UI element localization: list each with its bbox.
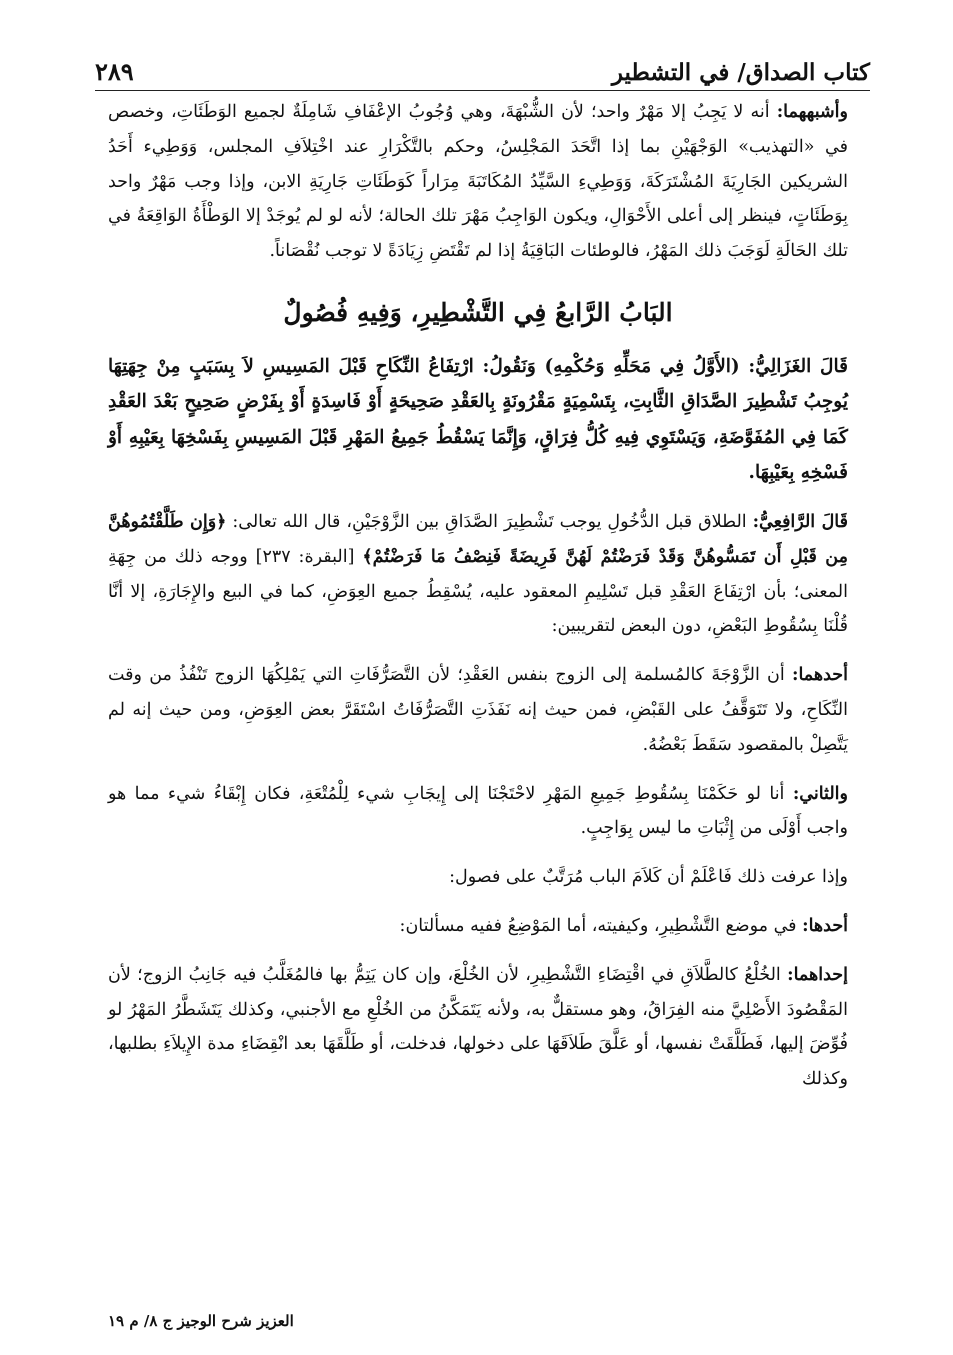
paragraph-text: الخُلْعُ كالطَّلاَقِ في اقْتِضَاءِ التَّشْطِيرِ، لأن الخُلْعَ، وإن كان يَتِمُّ بها فالمُغَلَّبُ فيه جَانِبُ الزوج؛ لأن المَقْصُودَ الأَصْلِيَّ منه الفِرَاقُ، وهو مستقلٌّ به، ولأنه يَتَمَكَّنُ من الخُلْعِ مع الأجنبي، وكذلك يَتَشَطَّرُ المَهْرُ لو فُوِّضَ إليها، فَطَلَّقَتْ نفسها، أو عَلَّقَ طَلاَقَهَا على دخولها، فدخلت، أو طَلَّقَهَا بعد انْقِضَاءِ مدة الإِيلاَءِ بطلبها، وكذلك <box>108 964 848 1090</box>
paragraph-ghazali <box>108 349 848 491</box>
paragraph-lead: وأشبههما: <box>776 102 848 122</box>
paragraph-text: في موضع التَّشْطِيرِ، وكيفيته، أما المَوْضِعُ ففيه مسألتان: <box>399 915 803 936</box>
page-header <box>95 38 870 91</box>
chapter-title: البَابُ الرَّابعُ فِي التَّشْطِيرِ، وَفِيهِ فُصُولٌ <box>283 297 673 327</box>
paragraph-text: أن الزَّوْجَةَ كالمُسلمة إلى الزوج بنفس العَقْدِ؛ لأن التَّصَرُّفَاتِ التي يَمْلِكُهَا الزوج تَنْفُذُ من وقت النِّكَاحِ، ولا تَتَوَقَّفُ على القَبْضِ، فمن حيث إنه نَفَذَتِ التَّصَرُّفَاتُ اسْتَقَرَّ بعض العِوَضِ، ومن حيث إنه لم يَتَّصِلْ بالمقصود سَقَطَ بَعْضُهُ. <box>108 665 848 755</box>
running-title: كتاب الصداق/ في التشطير <box>611 59 870 86</box>
footer-signature: العزيز شرح الوجيز ج ٨/ م ١٩ <box>108 1312 294 1330</box>
paragraph-lead: قَالَ الرَّافِعِيُّ: <box>752 511 848 532</box>
paragraph-text-continued: [البقرة: ٢٣٧] ووجه ذلك من جِهَةِ المعنى؛ بأن ارْتِفَاعَ العَقْدِ قبل تَسْلِيمِ المعقود عليه، يُسْقِطُ جميع العِوَضِ، كما في البيع والإِجَارَةِ، إلا أنَّا قُلْنَا بِسُقُوطِ البَعْضِ، دون البعض لتقريبين: <box>108 546 848 637</box>
paragraph-text: الطلاق قبل الدُّخُولِ يوجب تَشْطِيرَ الصَّدَاقِ بين الزَّوْجَيْنِ، قال الله تعالى: <box>226 511 753 532</box>
paragraph-text: أنه لا يَجِبُ إلا مَهْرٌ واحد؛ لأن الشُّبْهَةَ، وهي وُجُوبُ الإعْفَافِ شَامِلَةٌ لجميع الوَطَئَاتِ، وخصص في «التهذيب» الوَجْهَيْنِ بما إذا اتَّحَدَ المَجْلِسُ، وحكم بالتَّكْرَارِ عند اخْتِلاَفِ المجلس، وَوَطِيء أَحَدُ الشريكين الجَارِيَةَ المُشْتَرَكَةَ، وَوَطِيءِ السَّيِّدُ المُكَاتَبَةَ مِرَاراً كَوَطَئَاتِ جَارِيَةِ الابن، وإذا وجب مَهْرٌ واحد بِوَطَئَاتٍ، فينظر إلى أعلى الأَحْوَالِ، ويكون الوَاجِبُ مَهْرَ تلك الحالة؛ لأنه لو لم يُوجَدْ إلا الوَطْأَةُ الوَاقِعَةُ في تلك الحَالَةِ لَوَجَبَ ذلك المَهْرُ، فالوطئات البَاقِيَةُ إذا لم تَقْتَضِ زِيَادَةً لا توجب نُقْصَاناً. <box>108 102 848 262</box>
paragraph-ashbahuhuma <box>108 95 848 269</box>
paragraph-text: وإذا عرفت ذلك فَاعْلَمْ أن كَلاَمَ الباب مُرَتَّبٌ على فصول: <box>449 867 848 888</box>
paragraph-chapter-intro <box>108 860 848 895</box>
paragraph-text: أنا لو حَكَمْنَا بِسُقُوطِ جَمِيعِ المَهْرِ لاحْتَجْنَا إلى إِيجَابِ شيء لِلْمُتْعَةِ، فكان إِبْقَاءُ شيء مما هو واجب أَوْلَى من إِثْبَاتِ ما ليس بِوَاجِبٍ. <box>108 783 848 839</box>
paragraph-second-reason <box>108 777 848 847</box>
page-body <box>108 95 848 1275</box>
page-number: ٢٨٩ <box>95 57 134 86</box>
quran-verse: ﴿وَإِن طَلَّقْتُمُوهُنَّ مِن قَبْلِ أَن تَمَسُّوهُنَّ وَقَدْ فَرَضْتُمْ لَهُنَّ فَرِيضَةً فَنِصْفُ مَا فَرَضْتُمْ﴾ <box>108 511 848 567</box>
paragraph-first-reason <box>108 658 848 762</box>
paragraph-lead: إحداهما: <box>787 964 848 985</box>
paragraph-first-issue <box>108 958 848 1097</box>
paragraph-lead: أحدهما: <box>791 665 848 686</box>
paragraph-rafii <box>108 505 848 644</box>
paragraph-lead: قَالَ الغَزَالِيُّ: <box>739 355 848 377</box>
paragraph-text: (الأَوَّلُ فِي مَحَلِّهِ وَحُكْمِهِ) وَنَقُولُ: ارْتِفَاعُ النِّكَاحِ قَبْلَ المَسِيسِ لاَ بِسَبَبٍ مِنْ جِهَتِهَا يُوجِبُ تَشْطِيرَ الصَّدَاقِ الثَّابِتِ، بِتَسْمِيَةٍ مَقْرُونَةٍ بِالعَقْدِ صَحِيحَةٍ أَوْ فَاسِدَةٍ أَوْ بِفَرْضٍ صَحِيحٍ بَعْدَ العَقْدِ كَمَا فِي المُفَوَّضَةِ، وَيَسْتَوِي فِيهِ كُلُّ فِرَاقٍ، وَإِنَّمَا يَسْقُطُ جَمِيعُ المَهْرِ قَبْلَ المَسِيسِ بِفَسْخِهَا بِعَيْبِهِ أَوْ فَسْخِهِ بِعَيْبِهَا. <box>108 355 848 484</box>
paragraph-lead: أحدها: <box>802 915 848 936</box>
paragraph-lead: والثاني: <box>792 783 848 804</box>
paragraph-first-section <box>108 909 848 944</box>
